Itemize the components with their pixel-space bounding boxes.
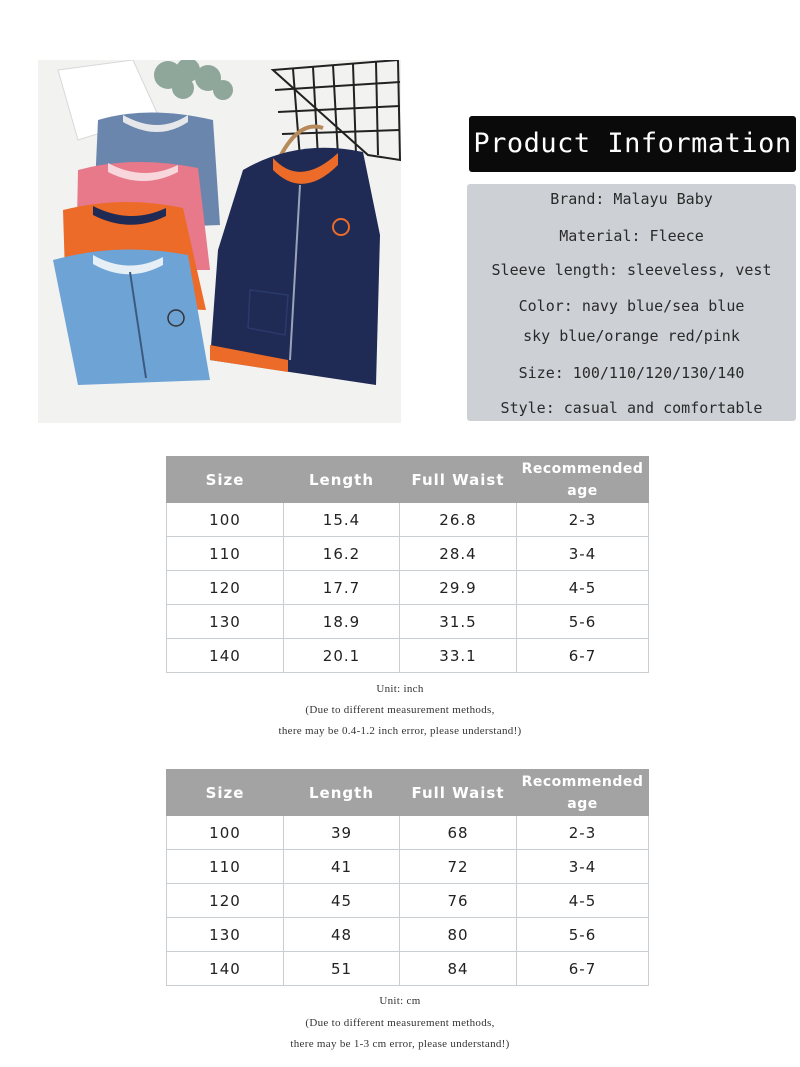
cell-full-waist: 84: [400, 952, 517, 986]
table-row: [167, 918, 649, 952]
table-row: [167, 537, 649, 571]
cell-size: 110: [167, 850, 284, 884]
table-row: [167, 884, 649, 918]
cell-full-waist: 76: [400, 884, 517, 918]
header-length: Length: [284, 770, 400, 816]
product-information-box: [467, 184, 796, 421]
cell-full-waist: 72: [400, 850, 517, 884]
cell-full-waist: 26.8: [400, 503, 517, 537]
table-row: [167, 952, 649, 986]
info-size: Size: 100/110/120/130/140: [518, 364, 745, 382]
error-note-inch: there may be 0.4-1.2 inch error, please understand!): [278, 725, 522, 737]
cell-age: 4-5: [517, 884, 649, 918]
header-size: Size: [167, 457, 284, 503]
info-sleeve: Sleeve length: sleeveless, vest: [491, 261, 772, 279]
unit-note-cm: Unit: cm: [379, 995, 421, 1007]
info-color-line-1: Color: navy blue/sea blue: [518, 297, 745, 315]
cell-full-waist: 68: [400, 816, 517, 850]
info-color-line-2: sky blue/orange red/pink: [523, 327, 740, 345]
info-brand: Brand: Malayu Baby: [550, 190, 713, 208]
cell-length: 20.1: [284, 639, 400, 673]
cell-size: 120: [167, 571, 284, 605]
table-row: [167, 503, 649, 537]
cell-length: 16.2: [284, 537, 400, 571]
cell-size: 120: [167, 884, 284, 918]
error-note-cm: there may be 1-3 cm error, please understand!): [290, 1038, 510, 1050]
cell-length: 51: [284, 952, 400, 986]
header-length: Length: [284, 457, 400, 503]
cell-size: 110: [167, 537, 284, 571]
header-recommended-age: Recommended age: [517, 770, 649, 816]
cell-age: 3-4: [517, 850, 649, 884]
cell-size: 130: [167, 605, 284, 639]
measurement-note-cm: (Due to different measurement methods,: [305, 1017, 495, 1029]
cell-full-waist: 33.1: [400, 639, 517, 673]
table-row: [167, 639, 649, 673]
cell-length: 41: [284, 850, 400, 884]
cell-full-waist: 80: [400, 918, 517, 952]
table-row: [167, 816, 649, 850]
cell-length: 45: [284, 884, 400, 918]
info-style: Style: casual and comfortable: [500, 399, 763, 417]
cell-age: 2-3: [517, 503, 649, 537]
table-row: [167, 605, 649, 639]
size-table-inch: [166, 456, 649, 673]
cell-length: 17.7: [284, 571, 400, 605]
unit-note-inch: Unit: inch: [376, 683, 424, 695]
info-material: Material: Fleece: [559, 227, 704, 245]
cell-full-waist: 31.5: [400, 605, 517, 639]
cell-size: 140: [167, 639, 284, 673]
cell-size: 140: [167, 952, 284, 986]
cell-size: 130: [167, 918, 284, 952]
table-header-row: [167, 770, 649, 816]
cell-full-waist: 29.9: [400, 571, 517, 605]
cell-age: 3-4: [517, 537, 649, 571]
cell-size: 100: [167, 816, 284, 850]
cell-age: 5-6: [517, 605, 649, 639]
product-photo: [38, 60, 401, 423]
header-full-waist: Full Waist: [400, 457, 517, 503]
cell-age: 2-3: [517, 816, 649, 850]
table-header-row: [167, 457, 649, 503]
header-recommended-age: Recommended age: [517, 457, 649, 503]
table-row: [167, 850, 649, 884]
cell-length: 15.4: [284, 503, 400, 537]
cell-age: 6-7: [517, 639, 649, 673]
cell-length: 48: [284, 918, 400, 952]
cell-length: 39: [284, 816, 400, 850]
header-size: Size: [167, 770, 284, 816]
cell-age: 4-5: [517, 571, 649, 605]
cell-size: 100: [167, 503, 284, 537]
cell-full-waist: 28.4: [400, 537, 517, 571]
table-row: [167, 571, 649, 605]
cell-age: 6-7: [517, 952, 649, 986]
size-table-cm: [166, 769, 649, 986]
cell-length: 18.9: [284, 605, 400, 639]
cell-age: 5-6: [517, 918, 649, 952]
product-information-title: Product Information: [469, 116, 796, 172]
measurement-note-inch: (Due to different measurement methods,: [305, 704, 495, 716]
header-full-waist: Full Waist: [400, 770, 517, 816]
